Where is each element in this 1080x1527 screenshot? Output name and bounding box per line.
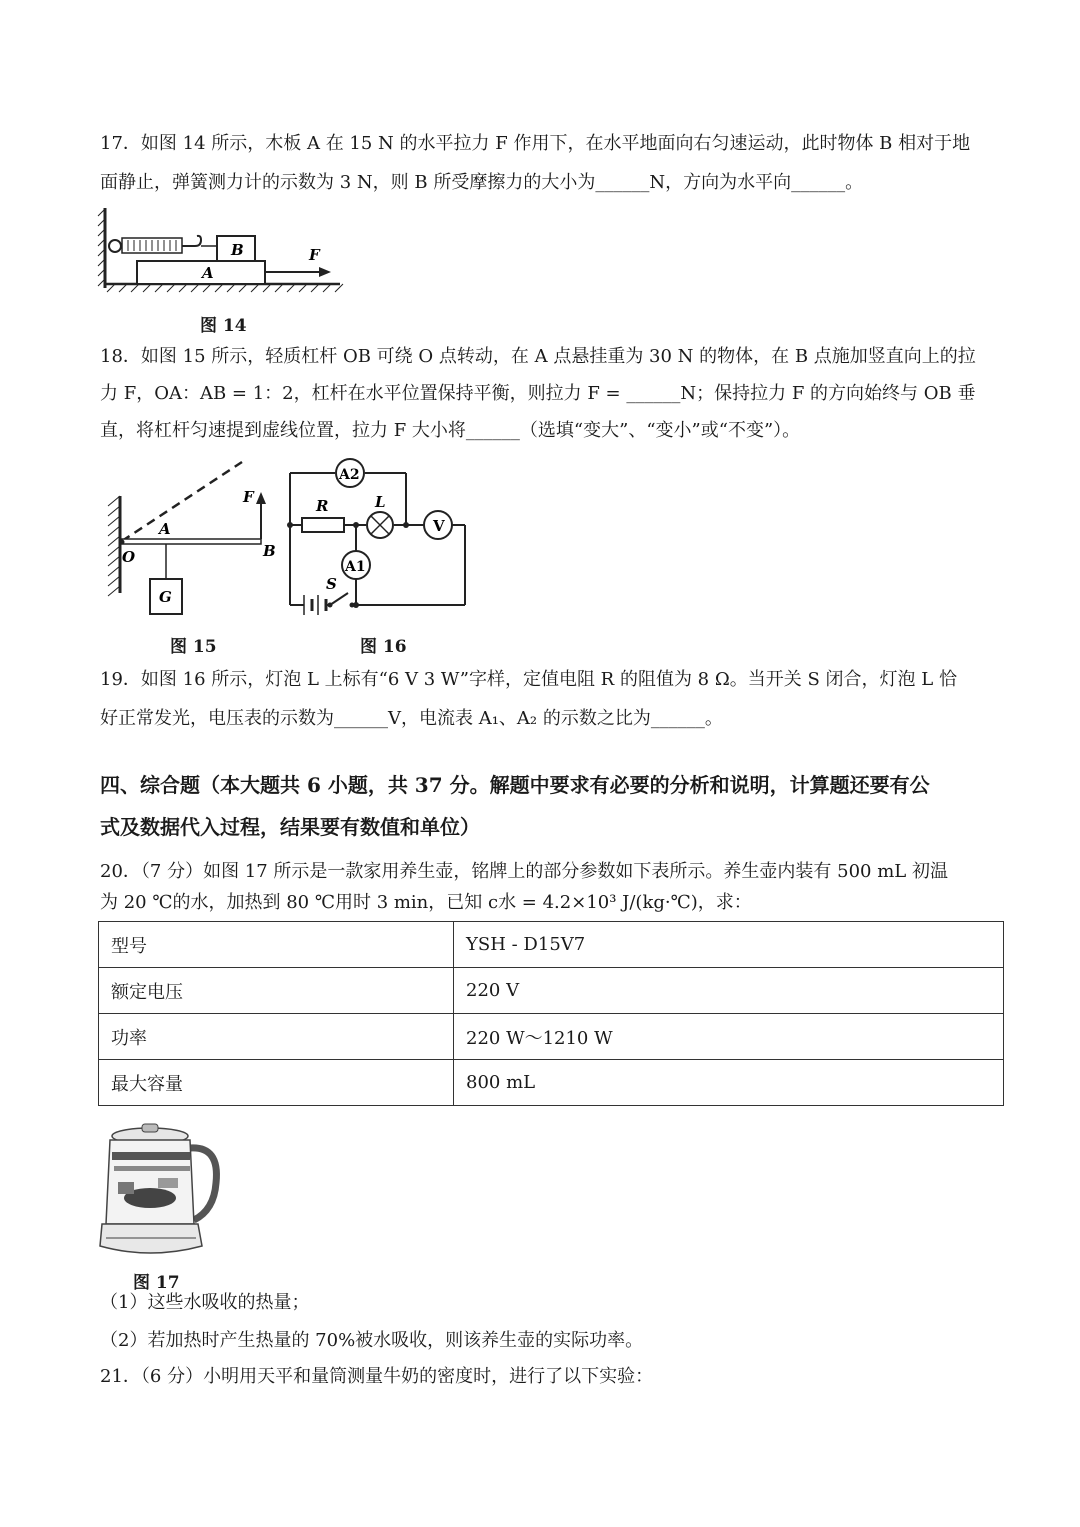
q18-text-line2: 力 F，OA：AB = 1：2，杠杆在水平位置保持平衡，则拉力 F = ______N；保持拉力 F 的方向始终与 OB 垂 bbox=[100, 383, 976, 404]
q20-sub-question-1: （1）这些水吸收的热量； bbox=[100, 1292, 310, 1313]
section-4-heading-line1: 四、综合题（本大题共 6 小题，共 37 分。解题中要求有必要的分析和说明，计算题还要有公 bbox=[100, 773, 930, 797]
q19-text-line2: 好正常发光，电压表的示数为______V，电流表 A₁、A₂ 的示数之比为______。 bbox=[100, 708, 723, 729]
fig16-label-v: V bbox=[433, 517, 445, 535]
figure-16-caption: 图 16 bbox=[360, 637, 407, 657]
table-row bbox=[99, 922, 1004, 968]
fig16-label-a1: A1 bbox=[345, 559, 366, 575]
figure-17-kettle-image bbox=[98, 1118, 223, 1263]
q18-text-line3: 直，将杠杆匀速提到虚线位置，拉力 F 大小将______（选填“变大”、“变小”或“不变”）。 bbox=[100, 420, 801, 441]
section-4-heading-line2: 式及数据代入过程，结果要有数值和单位） bbox=[100, 815, 480, 839]
fig15-label-a: A bbox=[159, 520, 171, 538]
q20-sub-question-2: （2）若加热时产生热量的 70%被水吸收，则该养生壶的实际功率。 bbox=[100, 1330, 644, 1351]
table-row bbox=[99, 1060, 1004, 1106]
table-cell: YSH - D15V7 bbox=[454, 922, 1004, 968]
table-cell: 最大容量 bbox=[99, 1060, 454, 1106]
spec-table bbox=[98, 921, 1004, 1106]
q18-text-line1: 18．如图 15 所示，轻质杠杆 OB 可绕 O 点转动，在 A 点悬挂重为 30 N 的物体，在 B 点施加竖直向上的拉 bbox=[100, 346, 976, 367]
fig15-label-g: G bbox=[159, 588, 172, 606]
q17-text-line2: 面静止，弹簧测力计的示数为 3 N，则 B 所受摩擦力的大小为______N，方向为水平向______。 bbox=[100, 172, 864, 193]
table-cell: 型号 bbox=[99, 922, 454, 968]
q17-text-line1: 17．如图 14 所示，木板 A 在 15 N 的水平拉力 F 作用下，在水平地面向右匀速运动，此时物体 B 相对于地 bbox=[100, 133, 971, 154]
figure-17-caption: 图 17 bbox=[133, 1273, 180, 1293]
fig16-label-l: L bbox=[375, 493, 386, 511]
fig16-label-s: S bbox=[326, 575, 337, 593]
fig16-label-a2: A2 bbox=[339, 467, 360, 483]
fig16-label-r: R bbox=[316, 497, 329, 515]
figure-14-caption: 图 14 bbox=[200, 316, 247, 336]
table-cell: 功率 bbox=[99, 1014, 454, 1060]
figure-14 bbox=[95, 200, 355, 300]
table-cell: 800 mL bbox=[454, 1060, 1004, 1106]
q20-text-line1: 20．（7 分）如图 17 所示是一款家用养生壶，铭牌上的部分参数如下表所示。养生壶内装有 500 mL 初温 bbox=[100, 861, 948, 882]
table-cell: 额定电压 bbox=[99, 968, 454, 1014]
fig14-label-b: B bbox=[231, 241, 244, 259]
q20-text-line2: 为 20 ℃的水，加热到 80 ℃用时 3 min，已知 c水 = 4.2×10³ J/(kg·℃)，求： bbox=[100, 892, 752, 913]
table-cell: 220 W～1210 W bbox=[454, 1014, 1004, 1060]
fig14-label-a: A bbox=[202, 264, 214, 282]
figure-15-caption: 图 15 bbox=[170, 637, 217, 657]
table-cell: 220 V bbox=[454, 968, 1004, 1014]
figure-15 bbox=[100, 458, 285, 628]
fig15-label-o: O bbox=[122, 548, 136, 566]
fig14-label-f: F bbox=[309, 246, 320, 264]
fig15-label-f: F bbox=[243, 488, 254, 506]
table-row bbox=[99, 968, 1004, 1014]
fig15-label-b: B bbox=[263, 542, 276, 560]
q19-text-line1: 19．如图 16 所示，灯泡 L 上标有“6 V 3 W”字样，定值电阻 R 的阻值为 8 Ω。当开关 S 闭合，灯泡 L 恰 bbox=[100, 669, 957, 690]
figure-16 bbox=[280, 455, 475, 615]
table-row bbox=[99, 1014, 1004, 1060]
q21-text-line1: 21．（6 分）小明用天平和量筒测量牛奶的密度时，进行了以下实验： bbox=[100, 1366, 654, 1387]
